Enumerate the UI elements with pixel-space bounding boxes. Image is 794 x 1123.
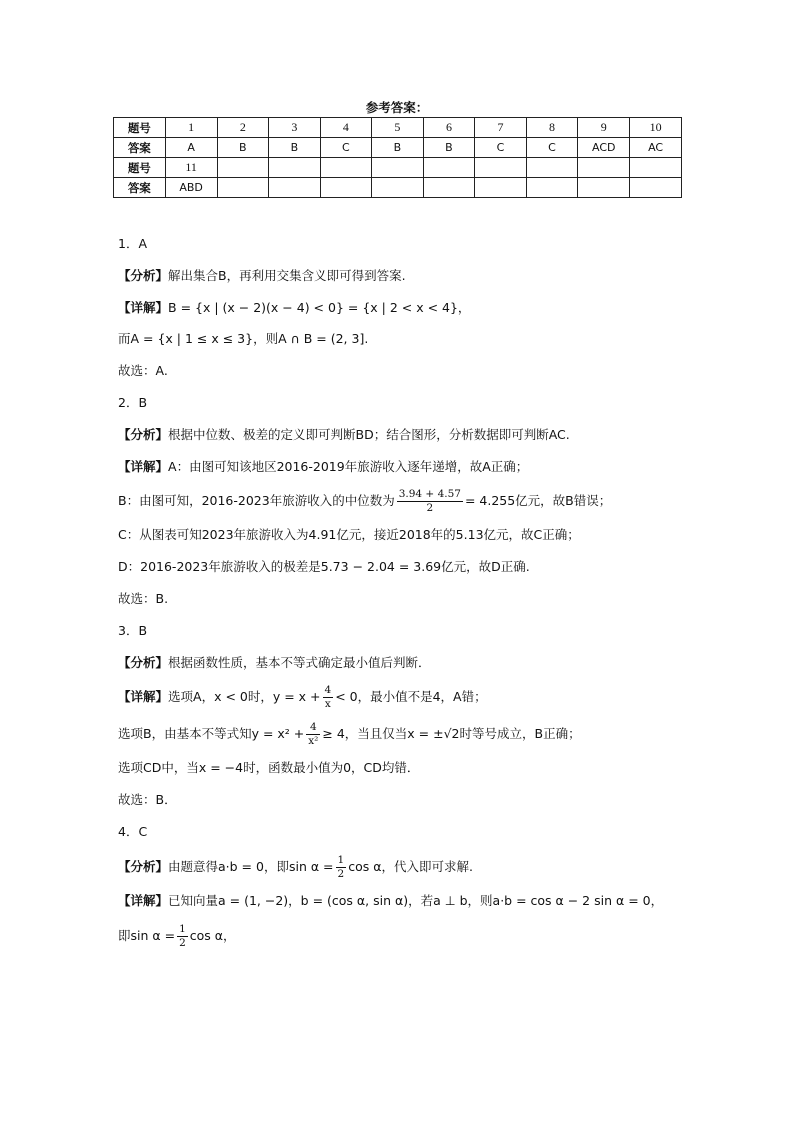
table-cell [475, 178, 527, 198]
analysis-post: cos α，代入即可求解. [348, 858, 473, 874]
fraction [336, 854, 347, 881]
q3-number: 3．B [118, 622, 148, 638]
q3-conclusion: 故选：B． [118, 792, 177, 808]
table-cell [320, 158, 372, 178]
detail-tag: 【详解】 [118, 458, 169, 474]
fraction-denominator: x [324, 698, 331, 711]
row-header: 题号 [114, 158, 166, 178]
q4-analysis [118, 848, 688, 885]
q3-analysis [118, 647, 688, 679]
fraction [323, 684, 334, 711]
median-fraction [397, 488, 463, 515]
detail-b-post: = 4.255亿元，故B错误； [464, 493, 612, 509]
q2-analysis [118, 419, 688, 451]
table-cell [269, 178, 321, 198]
table-cell: A [165, 138, 217, 158]
analysis-text: 解出集合B，再利用交集含义即可得到答案. [168, 267, 406, 283]
row-header: 答案 [114, 178, 166, 198]
table-row [114, 138, 682, 158]
solutions [118, 228, 688, 954]
fraction-denominator: x² [308, 735, 319, 748]
q4-detail-2 [118, 917, 688, 954]
table-cell [526, 178, 578, 198]
analysis-tag: 【分析】 [118, 267, 169, 283]
q1-number: 1．A [118, 236, 148, 251]
table-cell [630, 178, 682, 198]
fraction-denominator: 2 [426, 502, 434, 515]
table-cell: 7 [475, 118, 527, 138]
fraction-numerator: 1 [179, 922, 186, 935]
analysis-tag: 【分析】 [118, 858, 169, 874]
detail-1-pre: 选项A，x < 0时，y = x + [168, 689, 321, 705]
detail-2-pre: 即sin α = [118, 927, 176, 943]
table-row [114, 118, 682, 138]
detail-tag: 【详解】 [118, 299, 169, 315]
q4-detail [118, 885, 688, 917]
q2-detail [118, 451, 688, 483]
q3-detail-3: 选项CD中，当x = −4时，函数最小值为0，CD均错． [118, 760, 420, 776]
detail-tag: 【详解】 [118, 689, 169, 705]
detail-text: A：由图可知该地区2016-2019年旅游收入逐年递增，故A正确； [168, 458, 529, 474]
table-cell [217, 178, 269, 198]
q2-detail-d: D：2016-2023年旅游收入的极差是5.73 − 2.04 = 3.69亿元，故D正确. [118, 559, 530, 575]
q1-detail-cont: 而A = {x | 1 ≤ x ≤ 3}，则A ∩ B = (2, 3]. [118, 331, 369, 347]
table-cell [578, 158, 630, 178]
table-cell: AC [630, 138, 682, 158]
q2-detail-c: C：从图表可知2023年旅游收入为4.91亿元，接近2018年的5.13亿元，故C正确； [118, 527, 580, 543]
table-cell: 2 [217, 118, 269, 138]
detail-text: B = {x | (x − 2)(x − 4) < 0} = {x | 2 < x < 4}， [168, 299, 471, 315]
table-cell: ABD [165, 178, 217, 198]
table-row [114, 178, 682, 198]
row-header: 题号 [114, 118, 166, 138]
table-cell: B [423, 138, 475, 158]
table-cell: 4 [320, 118, 372, 138]
table-cell: C [526, 138, 578, 158]
q1-analysis [118, 260, 688, 292]
fraction [177, 923, 188, 950]
analysis-text: 根据中位数、极差的定义即可判断BD；结合图形，分析数据即可判断AC. [168, 426, 570, 442]
table-cell [372, 158, 424, 178]
q2-conclusion: 故选：B. [118, 590, 169, 606]
q1-detail [118, 292, 688, 324]
table-cell: 10 [630, 118, 682, 138]
table-cell [578, 178, 630, 198]
fraction-denominator: 2 [179, 936, 186, 949]
table-cell: C [475, 138, 527, 158]
fraction-numerator: 1 [337, 853, 345, 866]
detail-text: 已知向量a = (1, −2)，b = (cos α, sin α)，若a ⊥ b，则a·b = cos α − 2 sin α = 0， [168, 892, 664, 908]
table-cell [630, 158, 682, 178]
analysis-tag: 【分析】 [118, 654, 169, 670]
table-cell [217, 158, 269, 178]
detail-tag: 【详解】 [118, 892, 169, 908]
table-cell: 8 [526, 118, 578, 138]
table-cell: 1 [165, 118, 217, 138]
table-cell: C [320, 138, 372, 158]
q2-detail-b [118, 482, 688, 519]
answer-table [113, 117, 682, 198]
table-cell [423, 158, 475, 178]
table-cell [475, 158, 527, 178]
table-cell [372, 178, 424, 198]
table-cell: ACD [578, 138, 630, 158]
table-cell: 9 [578, 118, 630, 138]
q2-number: 2．B [118, 394, 148, 410]
q4-number: 4．C [118, 823, 148, 839]
q3-detail-2 [118, 715, 688, 752]
detail-2-post: ≥ 4，当且仅当x = ±√2时等号成立，B正确； [322, 726, 581, 742]
q3-detail [118, 678, 688, 715]
page-title: 参考答案： [365, 100, 429, 115]
row-header: 答案 [114, 138, 166, 158]
table-cell [269, 158, 321, 178]
detail-b-pre: B：由图可知，2016-2023年旅游收入的中位数为 [118, 493, 395, 509]
detail-2-pre: 选项B，由基本不等式知y = x² + [118, 726, 305, 742]
table-cell: B [372, 138, 424, 158]
table-cell [320, 178, 372, 198]
table-cell: 5 [372, 118, 424, 138]
table-cell: B [269, 138, 321, 158]
table-cell: 6 [423, 118, 475, 138]
table-cell [526, 158, 578, 178]
table-cell [423, 178, 475, 198]
detail-1-post: < 0，最小值不是4，A错； [335, 689, 487, 705]
fraction-denominator: 2 [337, 867, 345, 880]
fraction-numerator: 4 [306, 721, 320, 735]
analysis-text: 根据函数性质，基本不等式确定最小值后判断． [168, 654, 431, 670]
fraction-numerator: 4 [324, 684, 332, 697]
table-cell: 3 [269, 118, 321, 138]
detail-2-post: cos α， [189, 927, 236, 943]
fraction-numerator: 3.94 + 4.57 [398, 488, 461, 501]
table-cell: 11 [165, 158, 217, 178]
analysis-pre: 由题意得a·b = 0，即sin α = [168, 858, 334, 874]
analysis-tag: 【分析】 [118, 426, 169, 442]
fraction [306, 721, 320, 748]
table-cell: B [217, 138, 269, 158]
table-row [114, 158, 682, 178]
q1-conclusion: 故选：A. [118, 363, 168, 379]
